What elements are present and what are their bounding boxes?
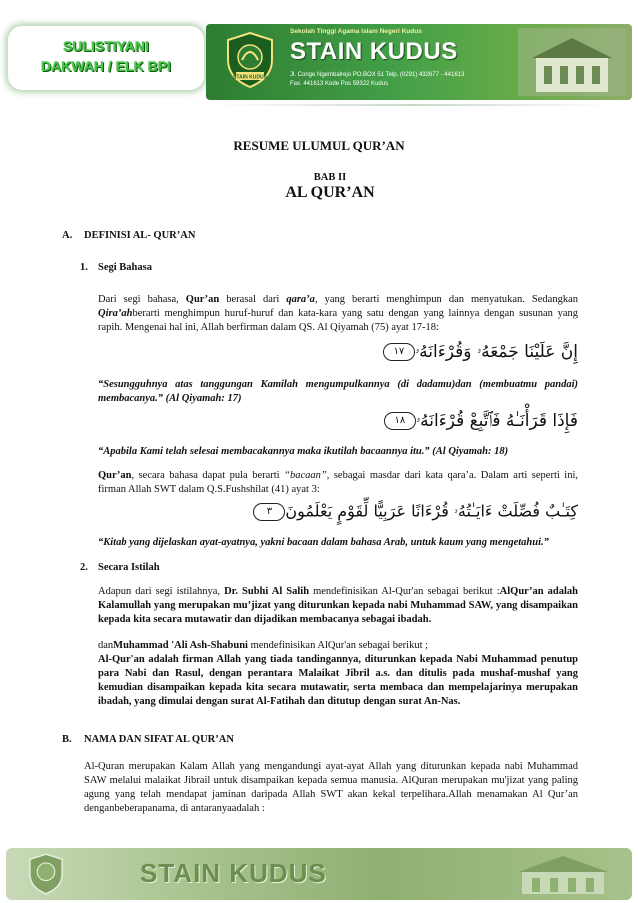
banner-fax: Fax. 441613 Kode Pos 59322 Kudus: [290, 81, 389, 87]
p4-text: mendefinisikan AlQur'an sebagai berikut ;: [247, 640, 429, 651]
paragraph-definisi-shabuni: [98, 639, 578, 709]
p1-term-quran: Qur’an: [185, 294, 220, 305]
p4-definition: Al-Qur'an adalah firman Allah yang tiada tandingannya, diturunkan kepada Nabi Muhammad penutup para Nabi dan Rasul, dengan perantara Malaikat Jibril a.s. dan ditulis pada mushaf-mushaf yang kemudian disampaikan kepada kita secara mutawatir, serta membaca dan mempelajarinya merupakan ibadah, yang dimulai dengan surat Al-Fatihah dan ditutup dengan surat An-Nas.: [98, 654, 578, 707]
p1-text: berasal dari: [219, 294, 287, 305]
p2-term-quran: Qur’an: [98, 470, 132, 481]
ayah-2-number: ١٨: [384, 412, 416, 430]
building-icon: [518, 28, 626, 96]
author-name: SULISTIYANI: [63, 38, 149, 54]
author-label: [8, 26, 204, 90]
ayah-3-number: ٣: [253, 503, 285, 521]
translation-fushshilat-3: “Kitab yang dijelaskan ayat-ayatnya, yakni bacaan dalam bahasa Arab, untuk kaum yang mengetahui.”: [98, 537, 549, 548]
p2-text: , secara bahasa dapat pula berarti: [131, 470, 285, 481]
paragraph-segi-bahasa: [98, 293, 578, 335]
chapter-label: BAB II: [313, 172, 347, 183]
p1-term-qaraa: qara’a: [286, 294, 315, 305]
ayah-al-qiyamah-17: [300, 343, 578, 361]
ayah-3-text: كِتَـٰبٌ فُصِّلَتْ ءَايَـٰتُهُۥ قُرْءَانًا عَرَبِيًّا لِّقَوْمٍ يَعْلَمُونَ: [285, 501, 578, 521]
p4-text: dan: [98, 640, 114, 651]
ayah-2-text: فَإِذَا قَرَأْنَـٰهُ فَٱتَّبِعْ قُرْءَانَهُۥ: [415, 411, 578, 431]
stain-emblem-icon: [220, 30, 280, 90]
p3-text: mendefinisikan Al-Qur'an sebagai berikut :: [309, 586, 500, 597]
ayah-1-number: ١٧: [383, 343, 415, 361]
p4-author: Muhammad 'Ali Ash-Shabuni: [113, 640, 248, 651]
p1-term-qiraah: Qira’ah: [98, 308, 133, 319]
section-b-title: NAMA DAN SIFAT AL QUR’AN: [84, 734, 234, 745]
footer-banner: [6, 848, 632, 900]
footer-building-icon: [508, 852, 618, 896]
translation-al-qiyamah-17: “Sesungguhnya atas tanggungan Kamilah mengumpulkannya (di dadamu)dan (membuatmu pandai) membacanya.” (Al Qiyamah: 17): [98, 379, 578, 404]
item-1-title: Segi Bahasa: [98, 262, 152, 273]
footer-emblem-icon: [24, 852, 68, 896]
p3-definition: AlQur’an adalah Kalamullah yang merupakan mu’jizat yang diturunkan kepada nabi Muhammad SAW, yang disampaikan kepada kita secara mutawatir dan dijadikan membacanya sebagai ibadah.: [98, 586, 578, 625]
section-b-label: B.: [62, 734, 72, 745]
banner-tagline: Sekolah Tinggi Agama Islam Negeri Kudus: [290, 28, 422, 35]
p3-text: Adapun dari segi istilahnya,: [98, 586, 225, 597]
section-a-label: A.: [62, 230, 73, 241]
paragraph-quran-bacaan: [98, 469, 578, 497]
chapter-title: AL QUR’AN: [285, 184, 375, 201]
paragraph-nama-sifat: Al-Quran merupakan Kalam Allah yang mengandungi ayat-ayat Allah yang diturunkan kepada nabi Muhammad SAW melalui malaikat Jibrail untuk disampaikan kepada semua manusia. AlQuran merupakan mu'jizat yang paling agung yang telah mendapat jaminan daripada Allah SWT akan kekal terpelihara.Allah menamakan Al Qur’an denganbeberapanama, di antaranyaadalah :: [84, 761, 578, 814]
author-program: DAKWAH / ELK BPI: [41, 58, 171, 74]
footer-institution-name: STAIN KUDUS: [140, 858, 327, 888]
p1-text: Dari segi bahasa,: [98, 294, 186, 305]
item-2-title: Secara Istilah: [98, 562, 160, 573]
banner-institution-name: STAIN KUDUS: [290, 38, 458, 65]
document-title: RESUME ULUMUL QUR’AN: [233, 138, 405, 153]
p2-term-bacaan: “bacaan”: [284, 470, 327, 481]
ayah-fushshilat-3: [170, 503, 578, 521]
header-divider: [214, 104, 614, 106]
institution-banner: [206, 24, 632, 100]
ayah-al-qiyamah-18: [300, 412, 578, 430]
p3-author: Dr. Subhi Al Salih: [224, 586, 310, 597]
section-a-title: DEFINISI AL- QUR’AN: [84, 230, 196, 241]
ayah-1-text: إِنَّ عَلَيْنَا جَمْعَهُۥ وَقُرْءَانَهُۥ: [414, 342, 578, 362]
item-2-number: 2.: [80, 562, 88, 573]
p1-text: , yang berarti menghimpun dan menyatukan. Sedangkan: [314, 294, 579, 305]
p2-text: , sebagai masdar dari kata qara’a. Dalam arti seperti ini, firman Allah SWT dalam Q.S.Fushshilat (41) ayat 3:: [98, 470, 578, 495]
item-1-number: 1.: [80, 262, 88, 273]
emblem-label: STAIN KUDUS: [233, 74, 267, 81]
banner-address: Jl. Conge Ngembalrejo PO.BOX 51 Telp. (0291) 432677 - 441613: [290, 72, 465, 78]
p1-text: berarti menghimpun huruf-huruf dan kata-kara yang satu dengan yang lainnya dengan susunan yang rapih. Mengenai hal ini, Allah berfirman dalam QS. Al Qiyamah (75) ayat 17-18:: [98, 308, 578, 333]
paragraph-definisi-subhi: [98, 585, 578, 627]
translation-al-qiyamah-18: “Apabila Kami telah selesai membacakannya maka ikutilah bacaannya itu.” (Al Qiyamah: 18): [98, 446, 509, 457]
